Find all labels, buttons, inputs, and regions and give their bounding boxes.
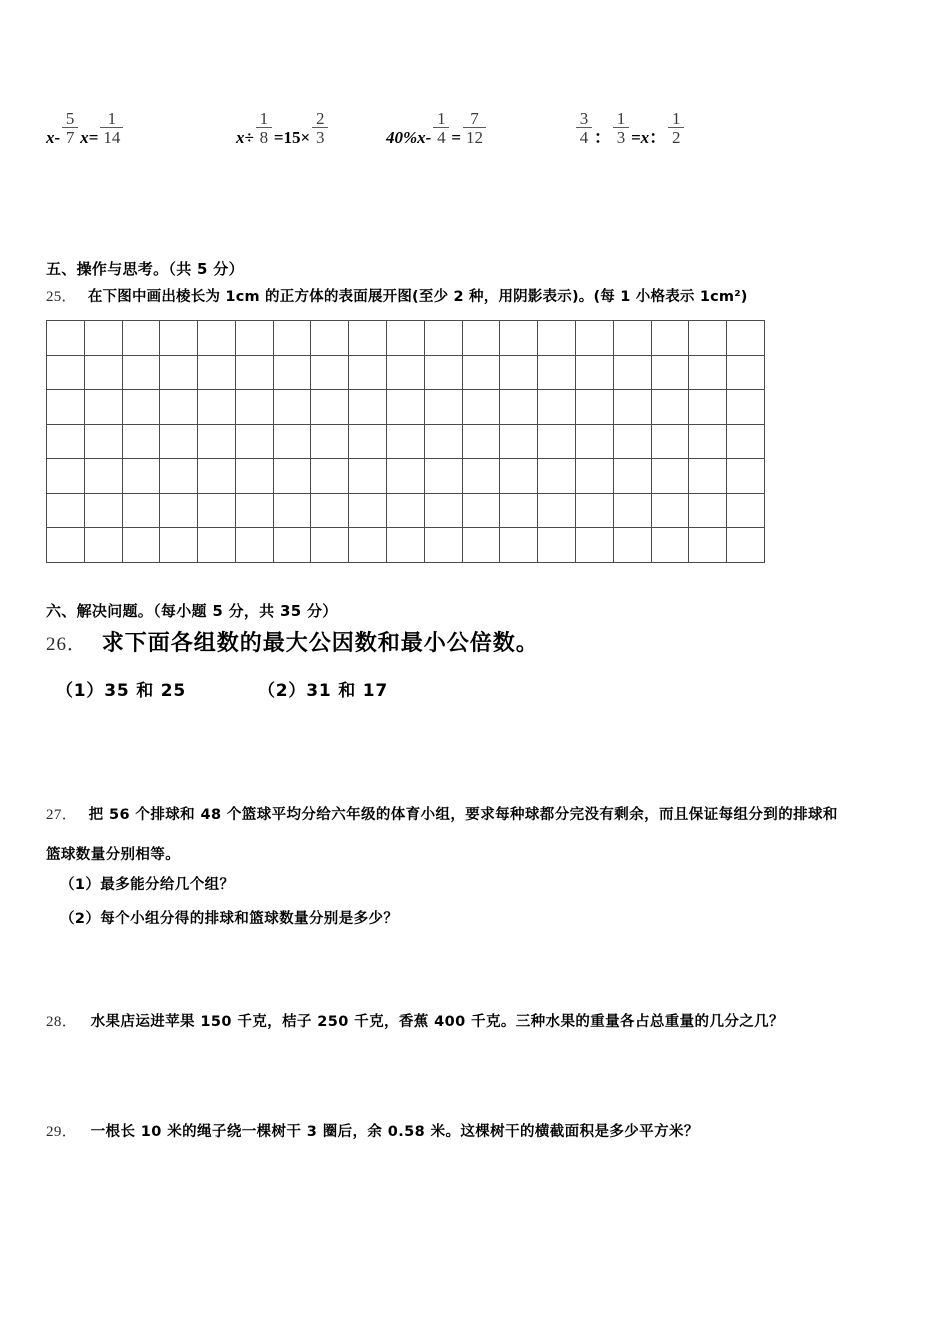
question-29	[46, 1120, 699, 1141]
grid-cell[interactable]	[160, 355, 198, 390]
grid-cell[interactable]	[462, 424, 500, 459]
grid-cell[interactable]	[613, 355, 651, 390]
grid-cell[interactable]	[273, 493, 311, 528]
question-26-subitem-1-label: （1）	[56, 681, 105, 701]
equation-3-token-1: 40%x-	[386, 128, 432, 147]
grid-cell[interactable]	[47, 321, 85, 356]
grid-cell[interactable]	[689, 321, 727, 356]
grid-cell[interactable]	[689, 424, 727, 459]
grid-cell[interactable]	[727, 424, 765, 459]
grid-cell[interactable]	[651, 528, 689, 563]
grid-cell[interactable]	[311, 355, 349, 390]
grid-cell[interactable]	[84, 321, 122, 356]
grid-cell[interactable]	[311, 390, 349, 425]
equation-4-fraction-1	[576, 110, 592, 148]
grid-cell[interactable]	[575, 424, 613, 459]
question-26-number: 26．	[46, 634, 88, 655]
grid-cell[interactable]	[689, 528, 727, 563]
grid-cell[interactable]	[349, 459, 387, 494]
grid-cell[interactable]	[198, 321, 236, 356]
grid-cell[interactable]	[122, 390, 160, 425]
section-five-heading: 五、操作与思考。（共 5 分）	[46, 260, 244, 278]
fraction-numerator: 2	[315, 108, 325, 128]
equation-4	[574, 110, 686, 148]
grid-cell[interactable]	[575, 321, 613, 356]
grid-cell[interactable]	[122, 424, 160, 459]
fraction-numerator: 1	[671, 108, 681, 128]
grid-row	[47, 459, 765, 494]
equation-2-token-3: =15×	[273, 128, 311, 147]
grid-cell[interactable]	[462, 321, 500, 356]
grid-cell[interactable]	[235, 355, 273, 390]
grid-row	[47, 424, 765, 459]
question-27-line-2: 篮球数量分别相等。	[46, 847, 181, 863]
question-27-subitem-1	[60, 873, 234, 894]
grid-cell[interactable]	[538, 459, 576, 494]
grid-cell[interactable]	[500, 424, 538, 459]
grid-cell[interactable]	[387, 321, 425, 356]
grid-cell[interactable]	[198, 528, 236, 563]
question-26-subitem-1-text: 35 和 25	[104, 681, 186, 701]
grid-cell[interactable]	[387, 493, 425, 528]
grid-cell[interactable]	[387, 459, 425, 494]
grid-cell[interactable]	[538, 528, 576, 563]
grid-cell[interactable]	[424, 390, 462, 425]
question-27-subitem-2	[60, 907, 398, 928]
grid-cell[interactable]	[84, 424, 122, 459]
fraction-denominator: 3	[616, 128, 626, 148]
grid-cell[interactable]	[651, 355, 689, 390]
grid-cell[interactable]	[198, 424, 236, 459]
equation-3	[386, 110, 488, 148]
equation-row	[46, 86, 904, 148]
grid-cell[interactable]	[575, 493, 613, 528]
equation-4-token-2: ：	[594, 128, 611, 147]
question-27-line-1	[46, 803, 838, 824]
question-28	[46, 1010, 784, 1031]
grid-cell[interactable]	[273, 321, 311, 356]
grid-cell[interactable]	[47, 493, 85, 528]
grid-cell[interactable]	[424, 459, 462, 494]
grid-cell[interactable]	[500, 390, 538, 425]
grid-row	[47, 528, 765, 563]
grid-cell[interactable]	[349, 493, 387, 528]
question-26	[46, 626, 539, 657]
grid-row	[47, 321, 765, 356]
grid-cell[interactable]	[349, 321, 387, 356]
grid-cell[interactable]	[387, 424, 425, 459]
grid-cell[interactable]	[651, 321, 689, 356]
grid-cell[interactable]	[727, 459, 765, 494]
grid-cell[interactable]	[462, 459, 500, 494]
grid-cell[interactable]	[424, 493, 462, 528]
grid-cell[interactable]	[273, 459, 311, 494]
grid-cell[interactable]	[122, 528, 160, 563]
equation-3-fraction-4	[463, 110, 486, 148]
question-28-number: 28．	[46, 1014, 78, 1030]
equation-1-fraction-2	[62, 110, 78, 148]
section-six-heading: 六、解决问题。（每小题 5 分，共 35 分）	[46, 602, 338, 620]
fraction-numerator: 1	[107, 108, 117, 128]
grid-cell[interactable]	[349, 424, 387, 459]
fraction-numerator: 1	[259, 108, 269, 128]
question-27-subitem-2-label: （2）	[60, 911, 101, 927]
equation-2	[236, 110, 330, 148]
grid-cell[interactable]	[84, 355, 122, 390]
equation-1-fraction-4	[100, 110, 123, 148]
grid-cell[interactable]	[47, 390, 85, 425]
equation-2-fraction-2	[256, 110, 272, 148]
grid-cell[interactable]	[575, 528, 613, 563]
grid-cell[interactable]	[689, 355, 727, 390]
grid-cell[interactable]	[160, 390, 198, 425]
grid-cell[interactable]	[575, 459, 613, 494]
grid-cell[interactable]	[727, 390, 765, 425]
grid-cell[interactable]	[235, 390, 273, 425]
grid-cell[interactable]	[387, 528, 425, 563]
grid-cell[interactable]	[727, 493, 765, 528]
grid-cell[interactable]	[235, 321, 273, 356]
grid-cell[interactable]	[575, 355, 613, 390]
grid-cell[interactable]	[613, 390, 651, 425]
fraction-denominator: 3	[315, 128, 325, 148]
grid-cell[interactable]	[311, 459, 349, 494]
equation-4-token-4: =x	[631, 128, 650, 147]
question-27-subitem-1-text: 最多能分给几个组？	[100, 877, 235, 893]
fraction-denominator: 4	[437, 128, 446, 148]
grid-cell[interactable]	[387, 355, 425, 390]
grid-cell[interactable]	[198, 493, 236, 528]
grid-cell[interactable]	[47, 459, 85, 494]
grid-cell[interactable]	[613, 528, 651, 563]
fraction-numerator: 7	[470, 108, 479, 128]
grid-row	[47, 493, 765, 528]
grid-cell[interactable]	[160, 321, 198, 356]
grid-cell[interactable]	[273, 355, 311, 390]
grid-cell[interactable]	[538, 493, 576, 528]
grid-cell[interactable]	[462, 493, 500, 528]
grid-cell[interactable]	[462, 355, 500, 390]
question-27-subitem-1-label: （1）	[60, 877, 101, 893]
grid-cell[interactable]	[424, 528, 462, 563]
equation-1-token-1: x-	[46, 128, 61, 147]
grid-cell[interactable]	[424, 424, 462, 459]
equation-3-fraction-2	[433, 110, 449, 148]
grid-cell[interactable]	[273, 424, 311, 459]
question-27-subitem-2-text: 每个小组分得的排球和篮球数量分别是多少？	[100, 911, 399, 927]
grid-cell[interactable]	[500, 459, 538, 494]
fraction-denominator: 14	[103, 128, 121, 148]
grid-cell[interactable]	[122, 459, 160, 494]
grid-cell[interactable]	[538, 321, 576, 356]
question-25-number: 25．	[46, 289, 77, 305]
grid-cell[interactable]	[462, 390, 500, 425]
grid-cell[interactable]	[84, 390, 122, 425]
fraction-denominator: 4	[579, 128, 589, 148]
grid-cell[interactable]	[500, 355, 538, 390]
grid-cell[interactable]	[47, 355, 85, 390]
grid-cell[interactable]	[500, 321, 538, 356]
grid-cell[interactable]	[651, 493, 689, 528]
grid-cell[interactable]	[613, 459, 651, 494]
grid-cell[interactable]	[160, 528, 198, 563]
grid-cell[interactable]	[651, 424, 689, 459]
grid-row	[47, 355, 765, 390]
grid-cell[interactable]	[311, 424, 349, 459]
equation-4-fraction-3	[613, 110, 629, 148]
grid-cell[interactable]	[613, 424, 651, 459]
grid-cell[interactable]	[84, 459, 122, 494]
grid-cell[interactable]	[273, 528, 311, 563]
grid-cell[interactable]	[122, 321, 160, 356]
grid-cell[interactable]	[689, 390, 727, 425]
grid-cell[interactable]	[160, 459, 198, 494]
question-26-subitem-2-label: （2）	[258, 681, 307, 701]
question-27-text-line-1: 把 56 个排球和 48 个篮球平均分给六年级的体育小组，要求每种球都分完没有剩余，而且保证每组分到的排球和	[88, 807, 838, 823]
grid-cell[interactable]	[84, 528, 122, 563]
grid-cell[interactable]	[424, 321, 462, 356]
grid-cell[interactable]	[122, 355, 160, 390]
grid-cell[interactable]	[235, 493, 273, 528]
question-25	[46, 285, 748, 306]
grid-cell[interactable]	[727, 321, 765, 356]
fraction-denominator: 7	[65, 128, 75, 148]
grid-cell[interactable]	[349, 528, 387, 563]
fraction-numerator: 5	[65, 108, 75, 128]
fraction-numerator: 1	[616, 108, 626, 128]
question-25-text: 在下图中画出棱长为 1cm 的正方体的表面展开图(至少 2 种，用阴影表示)。(每 1 小格表示 1cm²)	[87, 289, 748, 305]
grid-cell[interactable]	[47, 528, 85, 563]
grid-cell[interactable]	[198, 390, 236, 425]
grid-cell[interactable]	[387, 390, 425, 425]
fraction-denominator: 12	[466, 128, 484, 148]
fraction-denominator: 2	[671, 128, 681, 148]
grid-cell[interactable]	[235, 459, 273, 494]
grid-cell[interactable]	[651, 390, 689, 425]
question-29-text: 一根长 10 米的绳子绕一棵树干 3 圈后，余 0.58 米。这棵树干的横截面积是多少平方米？	[90, 1124, 699, 1140]
fraction-denominator: 8	[259, 128, 269, 148]
grid-cell[interactable]	[727, 528, 765, 563]
grid-cell[interactable]	[47, 424, 85, 459]
grid-cell[interactable]	[727, 355, 765, 390]
grid-row	[47, 390, 765, 425]
grid-cell[interactable]	[424, 355, 462, 390]
grid-cell[interactable]	[689, 459, 727, 494]
fraction-numerator: 1	[437, 108, 446, 128]
question-26-subitem-1	[56, 676, 186, 701]
grid-cell[interactable]	[122, 493, 160, 528]
grid-cell[interactable]	[613, 493, 651, 528]
grid-cell[interactable]	[235, 424, 273, 459]
drawing-grid[interactable]	[46, 320, 765, 563]
grid-cell[interactable]	[500, 493, 538, 528]
grid-cell[interactable]	[273, 390, 311, 425]
grid-cell[interactable]	[575, 390, 613, 425]
grid-cell[interactable]	[311, 321, 349, 356]
equation-4-token-5: ：	[649, 128, 667, 147]
grid-cell[interactable]	[160, 424, 198, 459]
grid-cell[interactable]	[349, 355, 387, 390]
grid-cell[interactable]	[349, 390, 387, 425]
equation-1-token-3: x=	[80, 128, 99, 147]
grid-cell[interactable]	[500, 528, 538, 563]
grid-cell[interactable]	[538, 424, 576, 459]
grid-cell[interactable]	[613, 321, 651, 356]
fraction-numerator: 3	[579, 108, 589, 128]
grid-cell[interactable]	[538, 355, 576, 390]
grid-cell[interactable]	[160, 493, 198, 528]
question-28-text: 水果店运进苹果 150 千克，桔子 250 千克，香蕉 400 千克。三种水果的重量各占总重量的几分之几？	[90, 1014, 784, 1030]
grid-cell[interactable]	[311, 528, 349, 563]
question-26-text: 求下面各组数的最大公因数和最小公倍数。	[101, 631, 539, 656]
grid-cell[interactable]	[235, 528, 273, 563]
equation-1	[46, 110, 125, 148]
grid-cell[interactable]	[198, 459, 236, 494]
question-29-number: 29．	[46, 1124, 78, 1140]
grid-cell[interactable]	[462, 528, 500, 563]
grid-cell[interactable]	[311, 493, 349, 528]
grid-table[interactable]	[46, 320, 765, 563]
grid-cell[interactable]	[84, 493, 122, 528]
grid-cell[interactable]	[198, 355, 236, 390]
question-26-subitem-2	[258, 676, 388, 701]
grid-cell[interactable]	[538, 390, 576, 425]
grid-cell[interactable]	[689, 493, 727, 528]
equation-2-fraction-4	[312, 110, 328, 148]
question-26-subitem-2-text: 31 和 17	[306, 681, 388, 701]
equation-4-fraction-6	[668, 110, 684, 148]
question-27-number: 27．	[46, 807, 78, 823]
equation-3-token-3: =	[451, 128, 462, 147]
equation-2-token-1: x÷	[236, 128, 254, 147]
grid-cell[interactable]	[651, 459, 689, 494]
